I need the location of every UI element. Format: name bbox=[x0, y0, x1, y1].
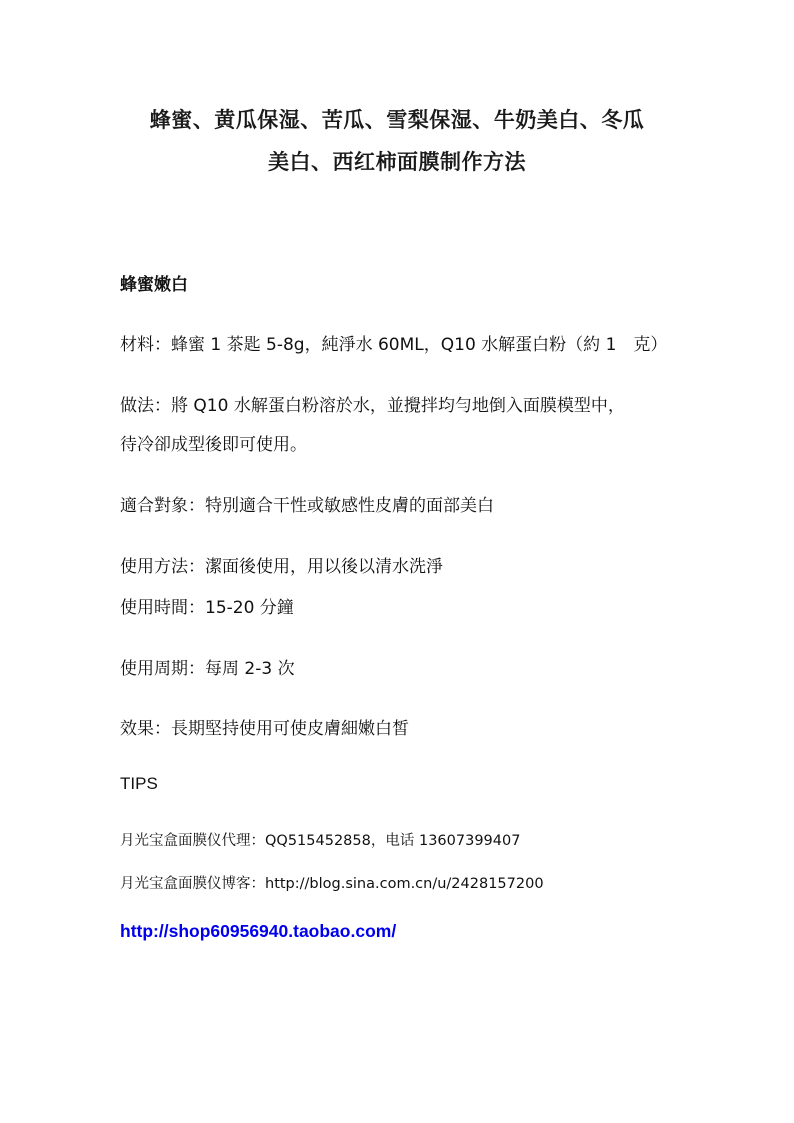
document-title-line-1: 蜂蜜、黄瓜保湿、苦瓜、雪梨保湿、牛奶美白、冬瓜 bbox=[149, 107, 645, 132]
method-text-line-2: 待冷卻成型後即可使用。 bbox=[120, 435, 307, 455]
method-text-line-1: 做法：將 Q10 水解蛋白粉溶於水，並攪拌均勻地倒入面膜模型中， bbox=[120, 396, 625, 416]
document-title-line-2: 美白、西红柿面膜制作方法 bbox=[268, 149, 526, 174]
agent-contact-text: 月光宝盒面膜仪代理：QQ515452858，电话 13607399407 bbox=[120, 833, 521, 849]
materials-text: 材料：蜂蜜 1 茶匙 5-8g，純淨水 60ML，Q10 水解蛋白粉（約 1 克） bbox=[120, 335, 668, 355]
duration-text: 使用時間：15-20 分鐘 bbox=[120, 598, 294, 618]
tips-heading: TIPS bbox=[120, 774, 158, 793]
effect-text: 效果：長期堅持使用可使皮膚細嫩白皙 bbox=[120, 719, 409, 739]
usage-text: 使用方法：潔面後使用，用以後以清水洗淨 bbox=[120, 557, 443, 577]
section-heading: 蜂蜜嫩白 bbox=[120, 275, 188, 295]
shop-link[interactable]: http://shop60956940.taobao.com/ bbox=[120, 921, 397, 941]
suitable-text: 適合對象：特別適合干性或敏感性皮膚的面部美白 bbox=[120, 496, 494, 516]
blog-text: 月光宝盒面膜仪博客：http://blog.sina.com.cn/u/2428157200 bbox=[120, 876, 544, 892]
cycle-text: 使用周期：每周 2-3 次 bbox=[120, 659, 295, 679]
